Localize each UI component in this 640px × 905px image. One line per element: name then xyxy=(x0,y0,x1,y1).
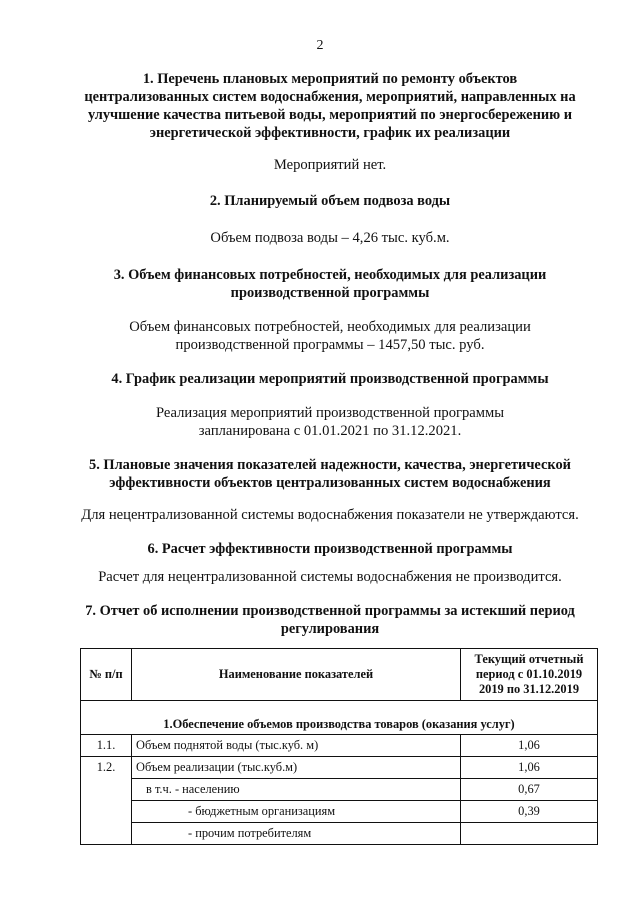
section-1-heading: 1. Перечень плановых мероприятий по ремонту объектов централизованных систем водоснабжения, мероприятий, направленных на улучшение качества питьевой воды, мероприятий по энергосбережению и энергетической эффективности, график их реализации xyxy=(84,71,576,141)
row-value: 0,67 xyxy=(461,779,598,801)
table-header-row xyxy=(81,649,598,701)
table-row xyxy=(81,779,598,801)
table-row xyxy=(81,735,598,757)
section-title: 1.Обеспечение объемов производства товаров (оказания услуг) xyxy=(81,715,598,735)
section-3-text: Объем финансовых потребностей, необходимых для реализации производственной программы – 1457,50 тыс. руб. xyxy=(129,319,531,353)
header-num: № п/п xyxy=(81,649,132,701)
section-6-heading: 6. Расчет эффективности производственной программы xyxy=(147,541,513,557)
row-value xyxy=(461,823,598,845)
row-num: 1.2. xyxy=(81,757,132,779)
section-6-text: Расчет для нецентрализованной системы водоснабжения не производится. xyxy=(98,569,562,585)
table-section-row xyxy=(81,715,598,735)
table-row xyxy=(81,757,598,779)
section-2-heading: 2. Планируемый объем подвоза воды xyxy=(209,193,451,209)
section-4-text: Реализация мероприятий производственной программы запланирована с 01.01.2021 по 31.12.2021. xyxy=(155,405,505,439)
section-7-heading: 7. Отчет об исполнении производственной программы за истекший период регулирования xyxy=(85,603,575,637)
row-name: Объем поднятой воды (тыс.куб. м) xyxy=(132,735,461,757)
row-name: Объем реализации (тыс.куб.м) xyxy=(132,757,461,779)
section-5-heading: 5. Плановые значения показателей надежности, качества, энергетической эффективности объектов централизованных систем водоснабжения xyxy=(89,457,571,491)
section-3-heading: 3. Объем финансовых потребностей, необходимых для реализации производственной программы xyxy=(113,267,547,301)
row-name: в т.ч. - населению xyxy=(132,779,461,801)
table-row xyxy=(81,823,598,845)
row-num: 1.1. xyxy=(81,735,132,757)
table-spacer-row xyxy=(81,701,598,715)
table-row xyxy=(81,801,598,823)
header-name: Наименование показателей xyxy=(132,649,461,701)
row-name: - бюджетным организациям xyxy=(132,801,461,823)
section-2-text: Объем подвоза воды – 4,26 тыс. куб.м. xyxy=(210,230,450,246)
section-5-text: Для нецентрализованной системы водоснабжения показатели не утверждаются. xyxy=(81,507,579,523)
row-name: - прочим потребителям xyxy=(132,823,461,845)
section-1-text: Мероприятий нет. xyxy=(273,157,387,173)
row-value: 1,06 xyxy=(461,757,598,779)
row-value: 0,39 xyxy=(461,801,598,823)
page-number: 2 xyxy=(316,38,324,53)
section-4-heading: 4. График реализации мероприятий производственной программы xyxy=(111,371,549,387)
report-table xyxy=(80,648,586,845)
header-current-period: Текущий отчетный период с 01.10.2019 2019 по 31.12.2019 xyxy=(461,649,598,701)
row-value: 1,06 xyxy=(461,735,598,757)
